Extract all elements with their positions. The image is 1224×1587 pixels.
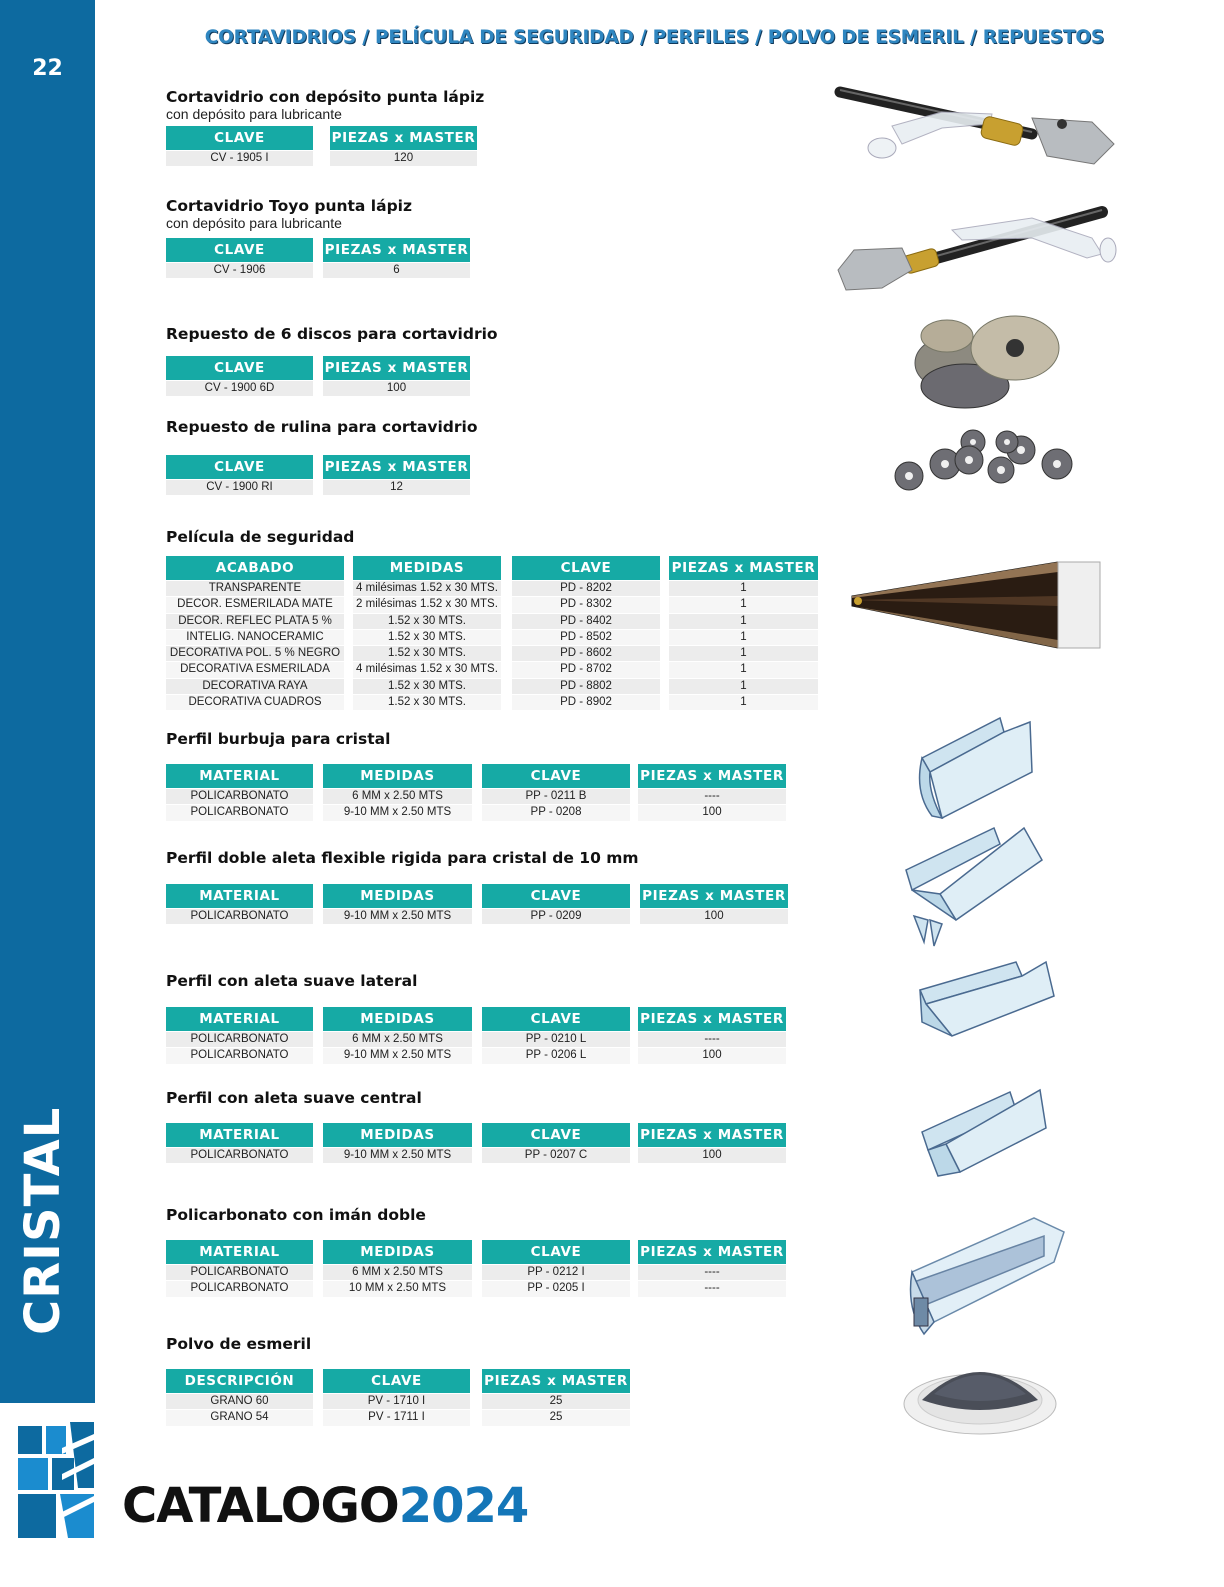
table-cell: POLICARBONATO (166, 1048, 313, 1063)
table-cell: 6 MM x 2.50 MTS (323, 1032, 472, 1047)
table-cell: 100 (638, 1148, 786, 1163)
table-cell: PD - 8502 (512, 630, 660, 645)
table-col-clave (482, 1007, 630, 1064)
table-cell: 1 (669, 662, 818, 677)
table-cell: 1 (669, 581, 818, 596)
table-col-piezas (669, 556, 818, 710)
table-header: MATERIAL (166, 1007, 313, 1031)
emery-powder-image (900, 1354, 1060, 1440)
table-header: MEDIDAS (323, 884, 472, 908)
table-cell: GRANO 54 (166, 1410, 313, 1425)
table-header: MEDIDAS (323, 1240, 472, 1264)
table-col-clave (166, 238, 313, 278)
table-header: MEDIDAS (323, 764, 472, 788)
table-cell: 1.52 x 30 MTS. (353, 695, 501, 710)
table-header: CLAVE (482, 764, 630, 788)
product-pelicula-seguridad (166, 528, 816, 709)
table-cell: PP - 0211 B (482, 789, 630, 804)
table-cell: 9-10 MM x 2.50 MTS (323, 909, 472, 924)
table-header: CLAVE (482, 1240, 630, 1264)
table-header: PIEZAS x MASTER (638, 1240, 786, 1264)
table-header: MEDIDAS (353, 556, 501, 580)
table-col-material (166, 884, 313, 924)
table-header: CLAVE (323, 1369, 470, 1393)
table-cell: PP - 0209 (482, 909, 630, 924)
product-title: Perfil con aleta suave lateral (166, 972, 418, 990)
table-header: PIEZAS x MASTER (638, 1123, 786, 1147)
table-cell: TRANSPARENTE (166, 581, 344, 596)
product-polvo-esmeril (166, 1335, 628, 1424)
table-cell: DECORATIVA CUADROS (166, 695, 344, 710)
table-cell: POLICARBONATO (166, 1032, 313, 1047)
table-cell: PD - 8802 (512, 679, 660, 694)
table-cell: 1.52 x 30 MTS. (353, 646, 501, 661)
table-col-material (166, 764, 313, 821)
table-cell: POLICARBONATO (166, 789, 313, 804)
table-cell: ---- (638, 1032, 786, 1047)
footer-brand: CATALOGO (122, 1478, 399, 1534)
table-header: PIEZAS x MASTER (330, 126, 477, 150)
table-header: PIEZAS x MASTER (482, 1369, 630, 1393)
table-header: MATERIAL (166, 884, 313, 908)
page-number: 22 (32, 56, 63, 81)
product-subtitle: con depósito para lubricante (166, 106, 342, 122)
table-cell: 1 (669, 679, 818, 694)
table-col-clave (166, 126, 313, 166)
table-col-clave (166, 455, 313, 495)
table-cell: 1 (669, 695, 818, 710)
table-col-material (166, 1240, 313, 1297)
product-title: Película de seguridad (166, 528, 355, 546)
table-header: DESCRIPCIÓN (166, 1369, 313, 1393)
product-title: Policarbonato con imán doble (166, 1206, 426, 1224)
bubble-profile-image (912, 712, 1038, 826)
toyo-glass-cutter-image (832, 200, 1122, 296)
table-cell: POLICARBONATO (166, 1265, 313, 1280)
table-cell: 1.52 x 30 MTS. (353, 630, 501, 645)
table-col-medidas (323, 764, 472, 821)
table-header: MEDIDAS (323, 1123, 472, 1147)
table-cell: 6 MM x 2.50 MTS (323, 789, 472, 804)
product-subtitle: con depósito para lubricante (166, 215, 342, 231)
table-cell: ---- (638, 789, 786, 804)
table-cell: POLICARBONATO (166, 1148, 313, 1163)
table-col-clave (482, 1123, 630, 1163)
table-cell: 2 milésimas 1.52 x 30 MTS. (353, 597, 501, 612)
product-cortavidrio-deposito (166, 88, 485, 164)
table-cell: 6 (323, 263, 470, 278)
table-cell: 1.52 x 30 MTS. (353, 614, 501, 629)
table-col-piezas (323, 238, 470, 278)
table-cell: PD - 8302 (512, 597, 660, 612)
table-header: MEDIDAS (323, 1007, 472, 1031)
table-cell: PP - 0205 I (482, 1281, 630, 1296)
table-header: PIEZAS x MASTER (638, 1007, 786, 1031)
table-col-material (166, 1123, 313, 1163)
table-cell: 4 milésimas 1.52 x 30 MTS. (353, 581, 501, 596)
table-cell: 12 (323, 480, 470, 495)
table-cell: 120 (330, 151, 477, 166)
table-cell: ---- (638, 1281, 786, 1296)
table-header: CLAVE (482, 1007, 630, 1031)
table-cell: DECORATIVA RAYA (166, 679, 344, 694)
table-header: PIEZAS x MASTER (323, 455, 470, 479)
table-cell: DECORATIVA ESMERILADA (166, 662, 344, 677)
table-col-clave (166, 356, 313, 396)
product-repuesto-discos (166, 325, 498, 394)
table-header: CLAVE (166, 356, 313, 380)
table-cell: POLICARBONATO (166, 1281, 313, 1296)
table-col-piezas (323, 356, 470, 396)
product-title: Perfil con aleta suave central (166, 1089, 422, 1107)
table-col-clave (482, 884, 630, 924)
product-title: Perfil burbuja para cristal (166, 730, 391, 748)
table-header: CLAVE (166, 126, 313, 150)
table-cell: PV - 1711 I (323, 1410, 470, 1425)
table-col-clave (512, 556, 660, 710)
table-col-medidas (323, 1240, 472, 1297)
magnetic-profile-image (904, 1212, 1070, 1338)
table-col-medidas (353, 556, 501, 710)
table-col-piezas (640, 884, 788, 924)
company-logo-icon (18, 1418, 96, 1542)
table-cell: PD - 8202 (512, 581, 660, 596)
table-col-piezas (638, 1240, 786, 1297)
table-cell: 100 (638, 1048, 786, 1063)
table-cell: DECOR. REFLEC PLATA 5 % (166, 614, 344, 629)
product-policarbonato-iman (166, 1206, 784, 1295)
table-col-clave (482, 764, 630, 821)
table-cell: 25 (482, 1410, 630, 1425)
table-cell: 1 (669, 614, 818, 629)
table-col-medidas (323, 1123, 472, 1163)
table-cell: 9-10 MM x 2.50 MTS (323, 805, 472, 820)
table-header: MATERIAL (166, 764, 313, 788)
table-header: CLAVE (166, 238, 313, 262)
table-col-descripcion (166, 1369, 313, 1426)
table-col-piezas (638, 1123, 786, 1163)
product-perfil-doble-aleta (166, 849, 786, 922)
table-cell: 10 MM x 2.50 MTS (323, 1281, 472, 1296)
table-header: CLAVE (512, 556, 660, 580)
table-col-piezas (638, 1007, 786, 1064)
table-cell: 1.52 x 30 MTS. (353, 679, 501, 694)
table-cell: 25 (482, 1394, 630, 1409)
table-cell: PV - 1710 I (323, 1394, 470, 1409)
product-title: Polvo de esmeril (166, 1335, 312, 1353)
table-header: CLAVE (482, 884, 630, 908)
table-cell: DECORATIVA POL. 5 % NEGRO (166, 646, 344, 661)
table-col-clave (323, 1369, 470, 1426)
table-header: PIEZAS x MASTER (323, 238, 470, 262)
central-fin-profile-image (916, 1086, 1052, 1180)
side-fin-profile-image (912, 956, 1062, 1046)
table-col-medidas (323, 884, 472, 924)
footer-year: 2024 (398, 1478, 529, 1534)
table-cell: PP - 0210 L (482, 1032, 630, 1047)
section-label: CRISTAL (15, 1106, 71, 1335)
table-cell: DECOR. ESMERILADA MATE (166, 597, 344, 612)
table-cell: ---- (638, 1265, 786, 1280)
table-cell: PP - 0212 I (482, 1265, 630, 1280)
table-cell: 4 milésimas 1.52 x 30 MTS. (353, 662, 501, 677)
product-cortavidrio-toyo (166, 197, 469, 276)
product-repuesto-rulina (166, 418, 478, 493)
table-cell: 9-10 MM x 2.50 MTS (323, 1048, 472, 1063)
table-header: PIEZAS x MASTER (638, 764, 786, 788)
table-cell: 100 (640, 909, 788, 924)
table-header: PIEZAS x MASTER (640, 884, 788, 908)
table-cell: 1 (669, 630, 818, 645)
table-cell: CV - 1900 RI (166, 480, 313, 495)
table-cell: 100 (638, 805, 786, 820)
table-header: PIEZAS x MASTER (323, 356, 470, 380)
table-cell: PD - 8602 (512, 646, 660, 661)
table-col-piezas (482, 1369, 630, 1426)
product-title: Cortavidrio con depósito punta lápiz (166, 88, 485, 106)
table-header: ACABADO (166, 556, 344, 580)
table-cell: CV - 1905 I (166, 151, 313, 166)
table-cell: 100 (323, 381, 470, 396)
page-header-title: CORTAVIDRIOS / PELÍCULA DE SEGURIDAD / PERFILES / POLVO DE ESMERIL / REPUESTOS (204, 27, 1104, 48)
table-col-piezas (330, 126, 477, 166)
product-title: Perfil doble aleta flexible rigida para cristal de 10 mm (166, 849, 639, 867)
table-header: CLAVE (482, 1123, 630, 1147)
table-header: MATERIAL (166, 1240, 313, 1264)
table-cell: 6 MM x 2.50 MTS (323, 1265, 472, 1280)
table-col-material (166, 1007, 313, 1064)
table-cell: CV - 1906 (166, 263, 313, 278)
table-cell: 1 (669, 597, 818, 612)
glass-cutter-image (832, 84, 1122, 176)
product-perfil-burbuja (166, 730, 784, 819)
product-perfil-aleta-lateral (166, 972, 784, 1062)
table-cell: PD - 8402 (512, 614, 660, 629)
table-col-medidas (323, 1007, 472, 1064)
table-cell: GRANO 60 (166, 1394, 313, 1409)
table-col-acabado (166, 556, 344, 710)
table-header: PIEZAS x MASTER (669, 556, 818, 580)
table-cell: PD - 8702 (512, 662, 660, 677)
cutter-discs-image (905, 308, 1065, 414)
product-title: Cortavidrio Toyo punta lápiz (166, 197, 412, 215)
table-cell: PP - 0206 L (482, 1048, 630, 1063)
cutter-wheels-image (885, 424, 1085, 496)
table-cell: PD - 8902 (512, 695, 660, 710)
table-cell: PP - 0208 (482, 805, 630, 820)
catalog-footer-title (122, 1478, 528, 1534)
product-perfil-aleta-central (166, 1089, 784, 1161)
table-cell: PP - 0207 C (482, 1148, 630, 1163)
table-header: CLAVE (166, 455, 313, 479)
double-fin-profile-image (900, 824, 1048, 950)
table-cell: 1 (669, 646, 818, 661)
table-col-piezas (638, 764, 786, 821)
table-cell: 9-10 MM x 2.50 MTS (323, 1148, 472, 1163)
table-cell: CV - 1900 6D (166, 381, 313, 396)
table-col-clave (482, 1240, 630, 1297)
table-header: MATERIAL (166, 1123, 313, 1147)
product-title: Repuesto de 6 discos para cortavidrio (166, 325, 498, 343)
product-title: Repuesto de rulina para cortavidrio (166, 418, 478, 436)
table-col-piezas (323, 455, 470, 495)
table-cell: INTELIG. NANOCERAMIC (166, 630, 344, 645)
table-cell: POLICARBONATO (166, 909, 313, 924)
table-cell: POLICARBONATO (166, 805, 313, 820)
security-film-roll-image (848, 556, 1106, 654)
